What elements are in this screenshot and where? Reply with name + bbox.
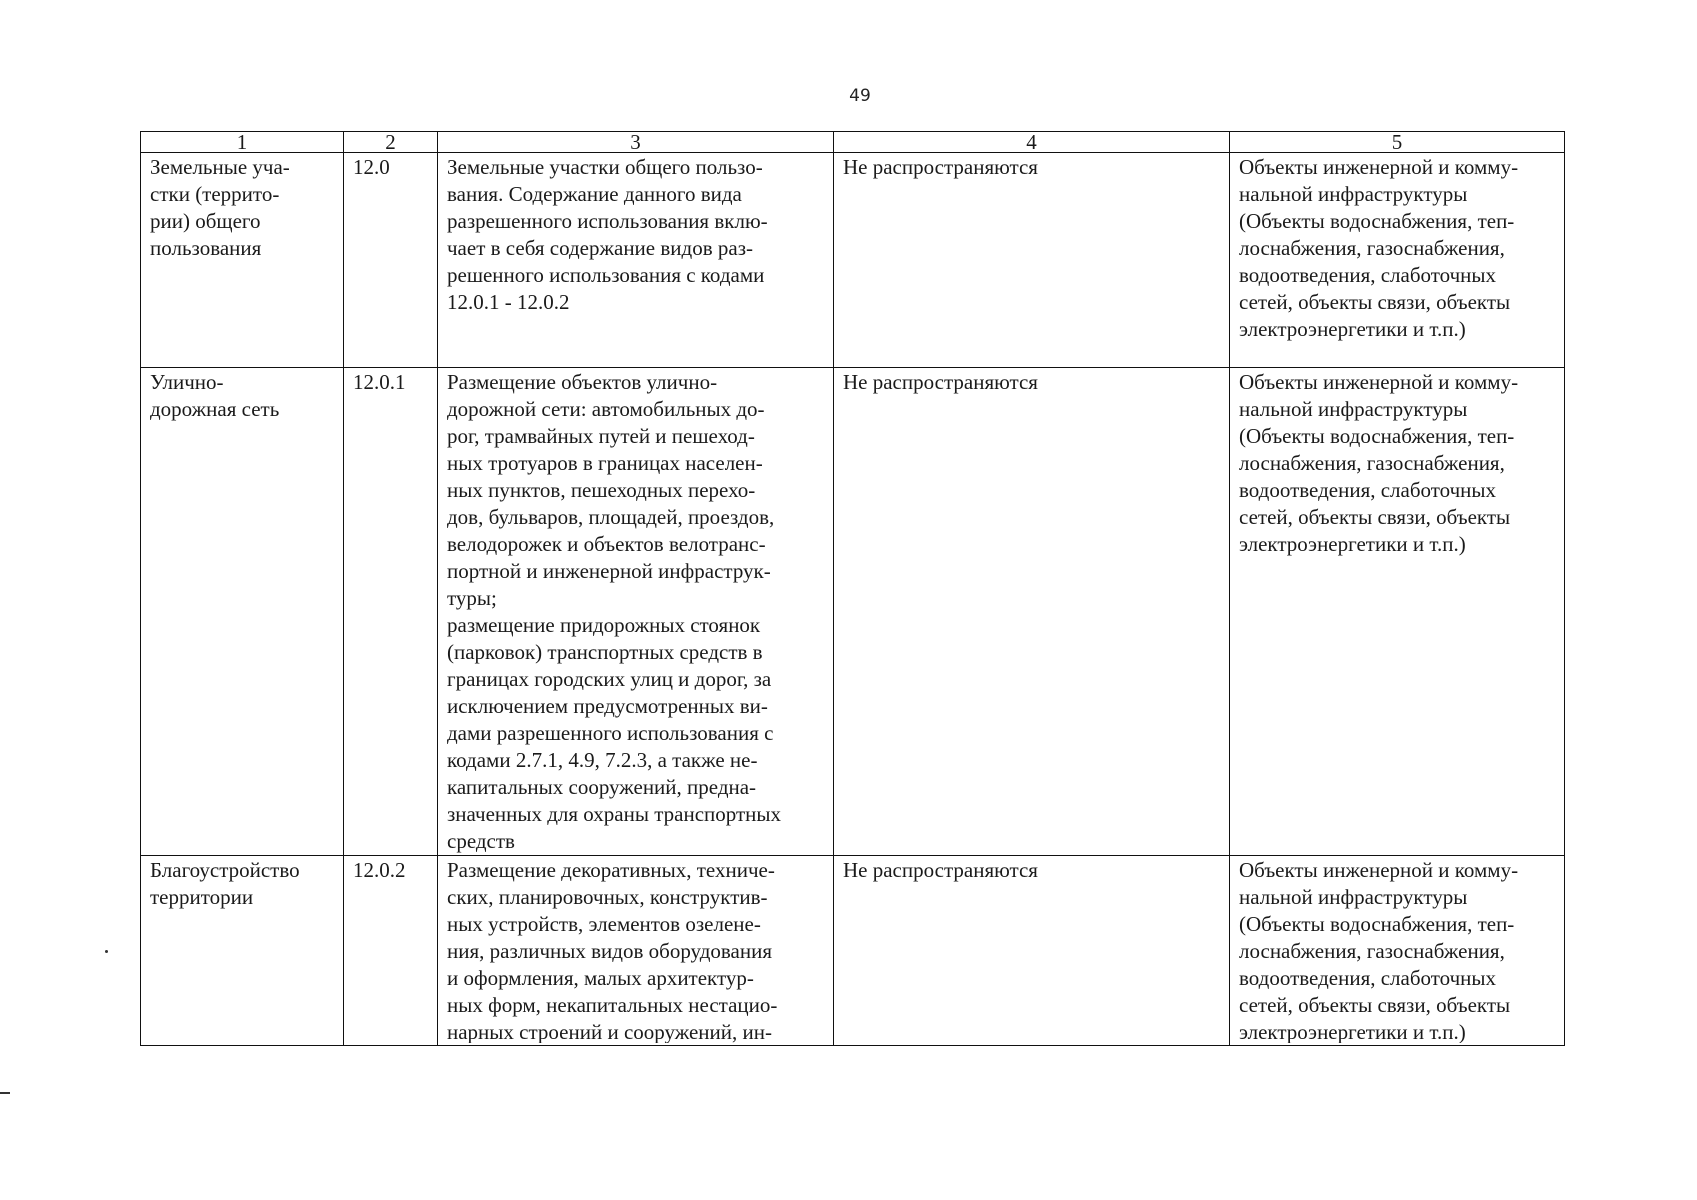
column-4-cell <box>834 153 1230 368</box>
column-5-cell <box>1230 856 1565 1046</box>
column-5-text: Объекты инженерной и комму- нальной инфраструктуры (Объекты водоснабжения, теп- лоснабжения, газоснабжения, водоотведения, слаботочных сетей, объекты связи, объекты электроэнергетики и т.п.) <box>1239 858 1519 1043</box>
scan-edge-mark <box>0 1092 10 1094</box>
column-5-text: Объекты инженерной и комму- нальной инфраструктуры (Объекты водоснабжения, теп- лоснабжения, газоснабжения, водоотведения, слаботочных сетей, объекты связи, объекты электроэнергетики и т.п.) <box>1239 155 1519 341</box>
land-use-name-cell <box>141 856 344 1046</box>
column-header-4: 4 <box>834 132 1230 153</box>
land-use-name: Благоустройство территории <box>150 858 300 909</box>
land-use-code-cell <box>344 856 438 1046</box>
table-header-row <box>141 132 1565 153</box>
land-use-name-cell <box>141 153 344 368</box>
land-use-name: Земельные уча- стки (террито- рии) общего пользования <box>150 155 290 260</box>
column-header-1: 1 <box>141 132 344 153</box>
table-row <box>141 368 1565 856</box>
table-row <box>141 153 1565 368</box>
scan-dot <box>105 950 108 953</box>
page-number: 49 <box>849 86 871 106</box>
column-5-cell <box>1230 368 1565 856</box>
land-use-description-cell <box>438 856 834 1046</box>
column-4-cell <box>834 856 1230 1046</box>
land-use-name: Улично- дорожная сеть <box>150 370 280 421</box>
land-use-table <box>140 131 1565 1046</box>
table-row <box>141 856 1565 1046</box>
column-header-3: 3 <box>438 132 834 153</box>
land-use-description: Размещение декоративных, техниче- ских, планировочных, конструктив- ных устройств, элементов озелене- ния, различных видов оборудования и оформления, малых архитектур- ных форм, некапитальных нестацио- нарных строений и сооружений, ин- <box>447 858 778 1043</box>
column-header-2: 2 <box>344 132 438 153</box>
land-use-description-cell <box>438 153 834 368</box>
land-use-description: Земельные участки общего пользо- вания. Содержание данного вида разрешенного использования вклю- чает в себя содержание видов раз- решенного использования с кодами 12.0.1 - 12.0.2 <box>447 155 768 314</box>
land-use-description-cell <box>438 368 834 856</box>
column-4-text: Не распространяются <box>843 858 1038 882</box>
land-use-description: Размещение объектов улично- дорожной сети: автомобильных до- рог, трамвайных путей и пешеход- ных тротуаров в границах населен- ных пунктов, пешеходных перехо- дов, бульваров, площадей, проездов, велодорожек и объектов велотранс- портной и инженерной инфраструк- туры; размещение придорожных стоянок (парковок) транспортных средств в границах городских улиц и дорог, за исключением предусмотренных ви- дами разрешенного использования с кодами 2.7.1, 4.9, 7.2.3, а также не- капитальных сооружений, предна- значенных для охраны транспортных средств <box>447 370 782 853</box>
land-use-name-cell <box>141 368 344 856</box>
column-header-5: 5 <box>1230 132 1565 153</box>
column-5-cell <box>1230 153 1565 368</box>
land-use-code-cell <box>344 368 438 856</box>
land-use-code-cell <box>344 153 438 368</box>
column-4-text: Не распространяются <box>843 370 1038 394</box>
land-use-code: 12.0 <box>353 155 390 179</box>
land-use-code: 12.0.1 <box>353 370 406 394</box>
column-4-cell <box>834 368 1230 856</box>
land-use-code: 12.0.2 <box>353 858 406 882</box>
column-5-text: Объекты инженерной и комму- нальной инфраструктуры (Объекты водоснабжения, теп- лоснабжения, газоснабжения, водоотведения, слаботочных сетей, объекты связи, объекты электроэнергетики и т.п.) <box>1239 370 1519 556</box>
column-4-text: Не распространяются <box>843 155 1038 179</box>
